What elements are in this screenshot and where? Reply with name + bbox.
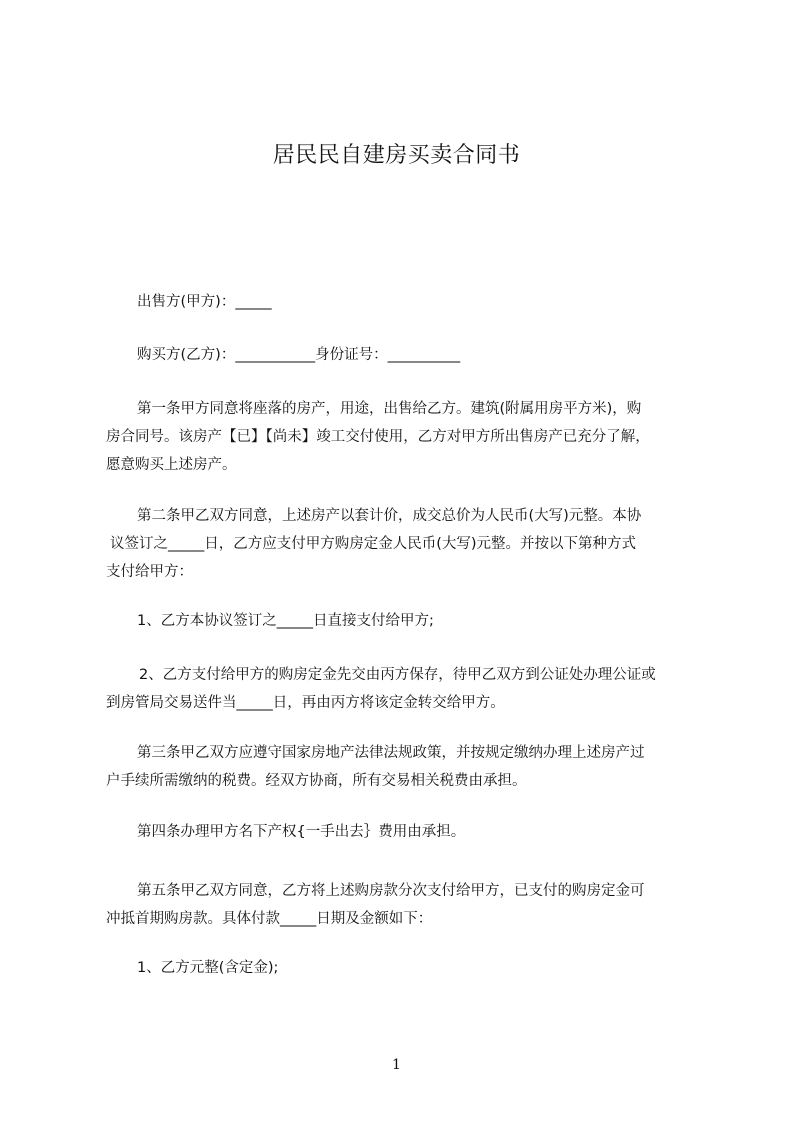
article-2-line-2: 议签订之_____日，乙方应支付甲方购房定金人民币(大写)元整。并按以下第种方式 xyxy=(110,536,637,552)
article-1-line-3: 愿意购买上述房产。 xyxy=(106,457,237,473)
article-3 xyxy=(106,739,698,795)
article-1-line-1: 第一条甲方同意将座落的房产，用途，出售给乙方。建筑(附属用房平方米)，购 xyxy=(137,401,642,417)
page-title: 居民民自建房买卖合同书 xyxy=(272,143,521,168)
page-number: 1 xyxy=(392,1057,401,1073)
item-1: 1、乙方本协议签订之_____日直接支付给甲方; xyxy=(137,613,434,629)
article-1 xyxy=(106,395,698,479)
item-2 xyxy=(106,661,698,717)
buyer-line: 购买方(乙方)：___________身份证号：__________ xyxy=(137,347,461,363)
item-2-line-1: 2、乙方支付给甲方的购房定金先交由丙方保存，待甲乙双方到公证处办理公证或 xyxy=(139,667,656,683)
article-2-line-1: 第二条甲乙双方同意，上述房产以套计价，成交总价为人民币(大写)元整。本协 xyxy=(137,508,642,524)
article-1-line-2: 房合同号。该房产【已】【尚未】竣工交付使用，乙方对甲方所出售房产已充分了解， xyxy=(106,429,650,445)
article-5-line-1: 第五条甲乙双方同意，乙方将上述购房款分次支付给甲方，已支付的购房定金可 xyxy=(137,883,645,899)
article-3-line-1: 第三条甲乙双方应遵守国家房地产法律法规政策，并按规定缴纳办理上述房产过 xyxy=(137,745,645,761)
item-2-line-2: 到房管局交易送件当_____日，再由丙方将该定金转交给甲方。 xyxy=(106,695,505,711)
article-5-line-2: 冲抵首期购房款。具体付款_____日期及金额如下： xyxy=(106,911,433,927)
article-2-line-3: 支付给甲方： xyxy=(106,564,193,580)
seller-line: 出售方(甲方)：_____ xyxy=(137,294,272,310)
payment-1: 1、乙方元整(含定金); xyxy=(137,960,279,976)
article-4: 第四条办理甲方名下产权{一手出去｝费用由承担。 xyxy=(137,824,466,840)
article-2 xyxy=(106,502,698,586)
article-5 xyxy=(106,877,698,933)
article-3-line-2: 户手续所需缴纳的税费。经双方协商，所有交易相关税费由承担。 xyxy=(106,773,527,789)
